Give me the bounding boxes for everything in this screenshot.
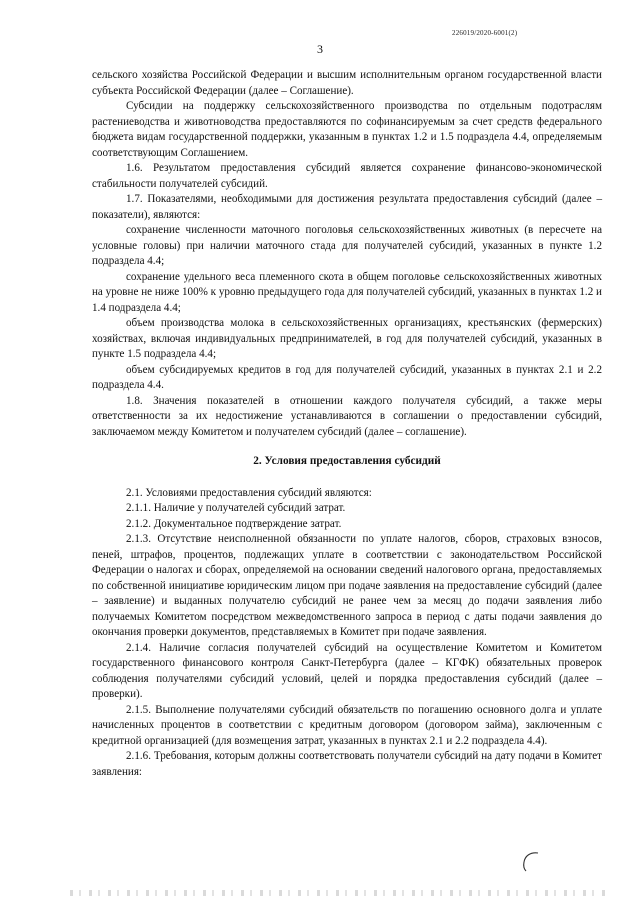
paragraph-indicator-4: объем субсидируемых кредитов в год для получателей субсидий, указанных в пунктах 2.1 и 2.2 подраздела 4.4. xyxy=(92,363,602,391)
paragraph-1-8: 1.8. Значения показателей в отношении каждого получателя субсидий, а также меры ответственности за их недостижение устанавливаются в соглашении о предоставлении субсидий, заключаемом между Комитетом и получателем субсидий (далее – соглашение). xyxy=(92,394,602,438)
section-heading: 2. Условия предоставления субсидий xyxy=(253,455,441,467)
initials-mark xyxy=(516,850,544,872)
paragraph-2-1: 2.1. Условиями предоставления субсидий являются: xyxy=(126,486,372,499)
paragraph-2-1-5: 2.1.5. Выполнение получателями субсидий обязательств по погашению основного долга и уплате начисленных процентов в соответствии с кредитным договором (договором займа), заключенным с кредитной организацией (для возмещения затрат, указанных в пунктах 2.1 и 2.2 подраздела 4.4). xyxy=(92,703,602,747)
paragraph-1-6: 1.6. Результатом предоставления субсидий является сохранение финансово-экономической стабильности получателей субсидий. xyxy=(92,162,602,190)
paragraph-subsidies: Субсидии на поддержку сельскохозяйственного производства по отдельным подотраслям растениеводства и животноводства предоставляются по софинансируемым за счет средств федерального бюджета видам государственной поддержки, указанным в пунктах 1.2 и 1.5 подраздела 4.4, определяемым соответствующим Соглашением. xyxy=(92,100,602,159)
page-number: 3 xyxy=(317,42,323,56)
paragraph-1-7: 1.7. Показателями, необходимыми для достижения результата предоставления субсидий (далее – показатели), являются: xyxy=(92,193,602,221)
document-number: 226019/2020-6001(2) xyxy=(452,29,518,37)
paragraph-2-1-6: 2.1.6. Требования, которым должны соответствовать получатели субсидий на дату подачи в Комитет заявления: xyxy=(92,750,602,778)
paragraph-2-1-4: 2.1.4. Наличие согласия получателей субсидий на осуществление Комитетом и Комитетом государственного финансового контроля Санкт-Петербурга (далее – КГФК) обязательных проверок соблюдения получателями субсидий условий, целей и порядка предоставления субсидий (далее – проверки). xyxy=(92,641,602,700)
paragraph-2-1-1: 2.1.1. Наличие у получателей субсидий затрат. xyxy=(126,502,346,514)
paragraph-2-1-3: 2.1.3. Отсутствие неисполненной обязанности по уплате налогов, сборов, страховых взносов, пеней, штрафов, процентов, подлежащих уплате в соответствии с законодательством Российской Федерации о налогах и сборах, определяемой на основании сведений налогового органа, предоставляемых по собственной инициативе юридическим лицом при подаче заявления на предоставление субсидий (далее – заявление) и выданных получателю субсидий не ранее чем за месяц до подачи заявления либо получаемых Комитетом посредством межведомственного запроса в период с даты подачи заявления до окончания проверки документов, представляемых в Комитет при подаче заявления. xyxy=(92,533,602,638)
paragraph-continuation: сельского хозяйства Российской Федерации и высшим исполнительным органом государственной власти субъекта Российской Федерации (далее – Соглашение). xyxy=(92,69,602,97)
paragraph-indicator-1: сохранение численности маточного поголовья сельскохозяйственных животных (в пересчете на условные головы) при наличии маточного стада для получателей субсидий, указанных в пункте 1.2 подраздела 4.4; xyxy=(92,224,602,267)
paragraph-indicator-3: объем производства молока в сельскохозяйственных организациях, крестьянских (фермерских) хозяйствах, включая индивидуальных предпринимателей, в год для получателей субсидий, указанных в пункте 1.5 подраздела 4.4; xyxy=(92,317,602,360)
paragraph-indicator-2: сохранение удельного веса племенного скота в общем поголовье сельскохозяйственных животных на уровне не ниже 100% к уровню предыдущего года для получателей субсидий, указанных в пунктах 1.2 и 1.4 подраздела 4.4; xyxy=(92,270,602,314)
scan-artifact xyxy=(70,890,610,896)
document-body xyxy=(92,68,602,780)
paragraph-2-1-2: 2.1.2. Документальное подтверждение затрат. xyxy=(126,517,342,530)
